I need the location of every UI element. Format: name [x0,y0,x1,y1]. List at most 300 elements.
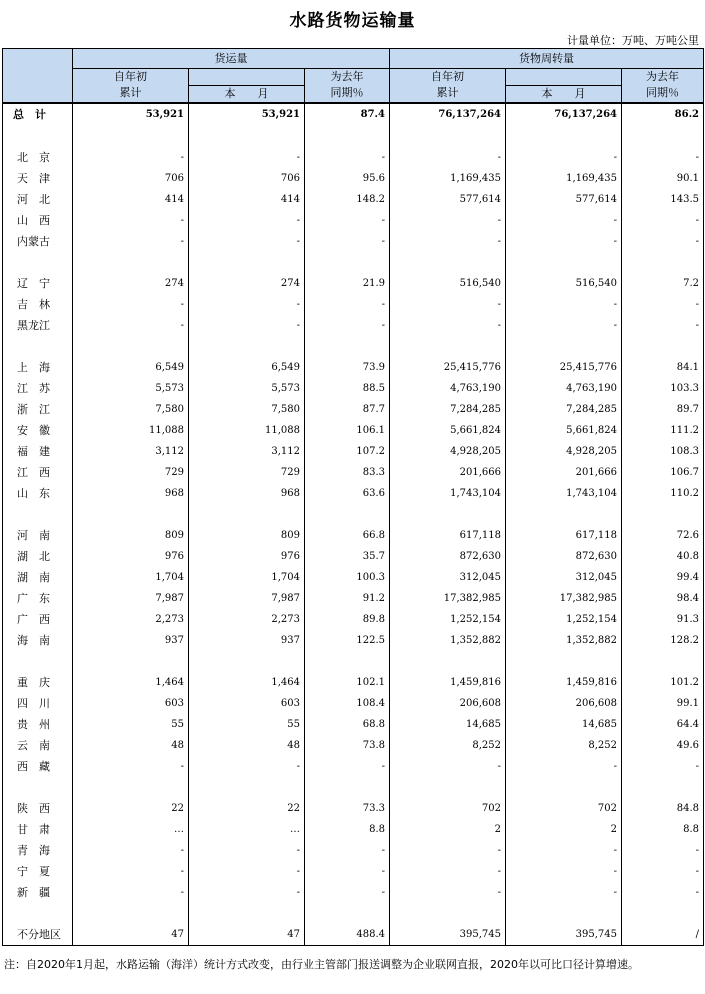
header-month-blank [189,69,305,86]
region-name: 不分地区 [3,924,73,946]
cell-value: 108.4 [305,693,390,714]
cell-value: 111.2 [622,420,704,441]
cell-value [506,336,622,357]
cell-value: 872,630 [390,546,506,567]
cell-value: 2,273 [189,609,305,630]
header-yoy-top-2: 为去年 [622,69,704,86]
cell-value: - [506,147,622,168]
cell-value: 1,704 [189,567,305,588]
region-name: 青 海 [3,840,73,861]
cell-value: 274 [73,273,189,294]
cell-value: 968 [189,483,305,504]
cell-value: - [390,294,506,315]
cell-value: 55 [189,714,305,735]
cell-value: 143.5 [622,189,704,210]
cell-value: 148.2 [305,189,390,210]
cell-value: 89.8 [305,609,390,630]
cell-value: 1,169,435 [390,168,506,189]
cell-value [73,777,189,798]
cell-value [189,336,305,357]
table-row [3,630,704,651]
cell-value: - [73,147,189,168]
cell-value: 21.9 [305,273,390,294]
cell-value: 25,415,776 [390,357,506,378]
region-name: 新 疆 [3,882,73,903]
cell-value: 76,137,264 [506,103,622,126]
cell-value [189,504,305,525]
cell-value: - [506,294,622,315]
cell-value: 55 [73,714,189,735]
cell-value: 2 [506,819,622,840]
cell-value [73,252,189,273]
table-row [3,735,704,756]
region-name: 陕 西 [3,798,73,819]
cell-value: - [390,231,506,252]
cell-value: … [73,819,189,840]
cell-value: 91.3 [622,609,704,630]
cell-value: - [73,840,189,861]
cell-value: 7,284,285 [390,399,506,420]
cell-value: 11,088 [73,420,189,441]
cell-value: - [305,882,390,903]
region-name: 贵 州 [3,714,73,735]
cell-value: 577,614 [506,189,622,210]
cell-value: - [189,840,305,861]
region-name: 总 计 [3,103,73,126]
footnote: 注：自2020年1月起，水路运输（海洋）统计方式改变，由行业主管部门报送调整为企业联网直报，2020年以可比口径计算增速。 [4,958,639,971]
region-name: 湖 北 [3,546,73,567]
header-turnover: 货物周转量 [390,49,704,69]
cell-value [622,777,704,798]
region-name: 河 北 [3,189,73,210]
cell-value: - [390,210,506,231]
cell-value [390,903,506,924]
cell-value: - [390,756,506,777]
header-yoy-top: 为去年 [305,69,390,86]
region-name: 江 苏 [3,378,73,399]
table-row [3,103,704,126]
cell-value: 937 [189,630,305,651]
header-month-2: 本 月 [506,85,622,103]
cell-value: 8,252 [390,735,506,756]
cell-value: - [305,147,390,168]
cell-value: 106.7 [622,462,704,483]
region-name [3,252,73,273]
cell-value: 73.3 [305,798,390,819]
cell-value: 64.4 [622,714,704,735]
cell-value: 103.3 [622,378,704,399]
table-row [3,168,704,189]
cell-value: 5,573 [189,378,305,399]
table-row [3,672,704,693]
region-name: 广 西 [3,609,73,630]
cell-value [73,126,189,147]
cell-value: 603 [189,693,305,714]
cell-value: - [506,861,622,882]
cell-value: 47 [73,924,189,946]
cell-value: 101.2 [622,672,704,693]
cell-value [506,126,622,147]
cell-value: 107.2 [305,441,390,462]
cell-value [390,252,506,273]
region-name [3,651,73,672]
cell-value: 17,382,985 [390,588,506,609]
cell-value: - [305,294,390,315]
cell-value: - [73,882,189,903]
cell-value: 1,743,104 [506,483,622,504]
cell-value: - [506,882,622,903]
cell-value: 702 [506,798,622,819]
header-ytd-bottom: 累计 [73,85,189,103]
cell-value: 87.7 [305,399,390,420]
cell-value [73,504,189,525]
cell-value: 6,549 [189,357,305,378]
cell-value: - [390,315,506,336]
region-name: 天 津 [3,168,73,189]
cell-value: 53,921 [189,103,305,126]
header-month: 本 月 [189,85,305,103]
cell-value: 35.7 [305,546,390,567]
cell-value: - [73,294,189,315]
cell-value: 1,464 [189,672,305,693]
region-name: 辽 宁 [3,273,73,294]
cell-value: 14,685 [506,714,622,735]
cell-value: - [506,210,622,231]
header-ytd-bottom-2: 累计 [390,85,506,103]
cell-value: - [390,861,506,882]
table-row [3,483,704,504]
cell-value: 312,045 [506,567,622,588]
table-row [3,798,704,819]
cell-value: 488.4 [305,924,390,946]
cell-value: 312,045 [390,567,506,588]
cell-value: 8.8 [622,819,704,840]
cell-value: 1,252,154 [506,609,622,630]
table-row [3,756,704,777]
cell-value: - [622,861,704,882]
cell-value: 14,685 [390,714,506,735]
cell-value: 617,118 [390,525,506,546]
cell-value: 4,928,205 [390,441,506,462]
cell-value: - [622,147,704,168]
table-row [3,714,704,735]
page-title: 水路货物运输量 [289,11,416,31]
region-name: 海 南 [3,630,73,651]
cell-value: 706 [189,168,305,189]
cell-value: 86.2 [622,103,704,126]
cell-value [622,504,704,525]
cell-value: - [189,315,305,336]
cell-value: 7,580 [189,399,305,420]
cell-value: 809 [189,525,305,546]
cell-value: 76,137,264 [390,103,506,126]
cell-value: - [305,231,390,252]
cell-value: 7.2 [622,273,704,294]
cell-value: - [189,756,305,777]
cell-value: 5,661,824 [390,420,506,441]
table-row [3,315,704,336]
region-name: 河 南 [3,525,73,546]
cell-value: 1,352,882 [506,630,622,651]
cell-value: - [305,210,390,231]
cell-value: - [73,210,189,231]
cell-value [622,651,704,672]
cell-value: 8,252 [506,735,622,756]
cell-value: 201,666 [506,462,622,483]
region-name: 广 东 [3,588,73,609]
region-name: 重 庆 [3,672,73,693]
cell-value: - [390,147,506,168]
cell-value: 17,382,985 [506,588,622,609]
cell-value: - [73,231,189,252]
region-name: 山 西 [3,210,73,231]
cell-value [73,651,189,672]
cell-value: 83.3 [305,462,390,483]
cell-value: 1,352,882 [390,630,506,651]
table-row [3,210,704,231]
cell-value: 206,608 [390,693,506,714]
region-name [3,126,73,147]
region-name: 甘 肃 [3,819,73,840]
table-row [3,588,704,609]
cell-value: - [305,840,390,861]
cell-value [189,651,305,672]
cell-value: 108.3 [622,441,704,462]
cell-value: 40.8 [622,546,704,567]
cell-value: - [622,294,704,315]
region-name: 福 建 [3,441,73,462]
cell-value: - [189,231,305,252]
cell-value [506,903,622,924]
cell-value: - [73,861,189,882]
header-stub [3,49,73,103]
cell-value: 88.5 [305,378,390,399]
cell-value: 8.8 [305,819,390,840]
cell-value: 5,573 [73,378,189,399]
cell-value: 414 [73,189,189,210]
cell-value: 7,580 [73,399,189,420]
unit-label: 计量单位：万吨、万吨公里 [567,34,699,47]
cell-value [305,777,390,798]
table-row [3,546,704,567]
cell-value: 206,608 [506,693,622,714]
cell-value: 7,987 [189,588,305,609]
cell-value: - [506,315,622,336]
cell-value: 577,614 [390,189,506,210]
region-name: 云 南 [3,735,73,756]
cell-value: 22 [189,798,305,819]
region-name: 安 徽 [3,420,73,441]
region-name: 江 西 [3,462,73,483]
cell-value: 1,169,435 [506,168,622,189]
cell-value: 809 [73,525,189,546]
cell-value [189,126,305,147]
cell-value: 68.8 [305,714,390,735]
cell-value: - [189,210,305,231]
region-name: 浙 江 [3,399,73,420]
cell-value: 100.3 [305,567,390,588]
cell-value [305,651,390,672]
table-row [3,861,704,882]
cell-value [506,777,622,798]
cell-value: 90.1 [622,168,704,189]
region-name: 西 藏 [3,756,73,777]
cell-value: 706 [73,168,189,189]
cell-value: 4,928,205 [506,441,622,462]
cell-value: 72.6 [622,525,704,546]
cell-value: 89.7 [622,399,704,420]
cell-value: 968 [73,483,189,504]
cell-value: 2 [390,819,506,840]
spacer-row [3,651,704,672]
table-row [3,147,704,168]
cell-value: 1,459,816 [390,672,506,693]
region-name: 四 川 [3,693,73,714]
cell-value: - [622,882,704,903]
cell-value: 4,763,190 [390,378,506,399]
cell-value: - [390,840,506,861]
cell-value: 6,549 [73,357,189,378]
cell-value: 729 [189,462,305,483]
cell-value [305,504,390,525]
cell-value: 128.2 [622,630,704,651]
cell-value [622,903,704,924]
cell-value [73,903,189,924]
cell-value: 25,415,776 [506,357,622,378]
cell-value: 22 [73,798,189,819]
header-freight-volume: 货运量 [73,49,390,69]
region-name [3,504,73,525]
table-body [3,103,704,946]
table-row [3,525,704,546]
cell-value: 1,464 [73,672,189,693]
cell-value: - [390,882,506,903]
cell-value: 110.2 [622,483,704,504]
cell-value: - [622,231,704,252]
cell-value [305,252,390,273]
cell-value: 87.4 [305,103,390,126]
cell-value [390,651,506,672]
cell-value [189,777,305,798]
region-name: 黑龙江 [3,315,73,336]
cell-value: - [189,147,305,168]
cell-value: - [73,756,189,777]
cell-value [506,504,622,525]
cell-value: 395,745 [390,924,506,946]
cell-value: 976 [73,546,189,567]
cell-value [390,777,506,798]
cell-value: 4,763,190 [506,378,622,399]
table-row [3,609,704,630]
table-row [3,357,704,378]
table-row [3,882,704,903]
cell-value [305,336,390,357]
cell-value: 729 [73,462,189,483]
cell-value [305,126,390,147]
cell-value: 106.1 [305,420,390,441]
cell-value: 1,704 [73,567,189,588]
cell-value: - [506,756,622,777]
table-row [3,231,704,252]
cell-value: - [189,882,305,903]
cell-value: - [189,294,305,315]
header-yoy-bottom-2: 同期％ [622,85,704,103]
cell-value: 702 [390,798,506,819]
table-row [3,420,704,441]
data-table [2,48,704,946]
cell-value [189,903,305,924]
table-row [3,273,704,294]
cell-value: 11,088 [189,420,305,441]
cell-value: - [622,756,704,777]
region-name: 宁 夏 [3,861,73,882]
cell-value: 102.1 [305,672,390,693]
spacer-row [3,903,704,924]
cell-value: 414 [189,189,305,210]
table-row [3,294,704,315]
region-name [3,336,73,357]
table-row [3,567,704,588]
table-row [3,441,704,462]
table-row [3,840,704,861]
region-name: 北 京 [3,147,73,168]
table-row [3,819,704,840]
cell-value: 66.8 [305,525,390,546]
region-name: 上 海 [3,357,73,378]
cell-value [622,336,704,357]
cell-value: 1,743,104 [390,483,506,504]
cell-value [73,336,189,357]
cell-value [390,126,506,147]
region-name: 湖 南 [3,567,73,588]
cell-value: 73.8 [305,735,390,756]
spacer-row [3,504,704,525]
cell-value: 872,630 [506,546,622,567]
cell-value: 49.6 [622,735,704,756]
region-name [3,903,73,924]
header-month-blank-2 [506,69,622,86]
region-name: 内蒙古 [3,231,73,252]
cell-value: 395,745 [506,924,622,946]
cell-value: 516,540 [506,273,622,294]
cell-value: / [622,924,704,946]
cell-value [506,252,622,273]
cell-value: 976 [189,546,305,567]
spacer-row [3,336,704,357]
cell-value: 7,987 [73,588,189,609]
cell-value: 48 [189,735,305,756]
table-row [3,399,704,420]
cell-value: 48 [73,735,189,756]
cell-value: 7,284,285 [506,399,622,420]
cell-value: - [305,861,390,882]
cell-value [390,336,506,357]
spacer-row [3,126,704,147]
table-row [3,189,704,210]
cell-value: 73.9 [305,357,390,378]
cell-value: 201,666 [390,462,506,483]
cell-value: - [506,840,622,861]
cell-value: - [622,210,704,231]
cell-value: 516,540 [390,273,506,294]
cell-value: … [189,819,305,840]
cell-value: - [506,231,622,252]
table-row [3,378,704,399]
cell-value: 95.6 [305,168,390,189]
cell-value: 99.1 [622,693,704,714]
cell-value: 84.8 [622,798,704,819]
spacer-row [3,252,704,273]
